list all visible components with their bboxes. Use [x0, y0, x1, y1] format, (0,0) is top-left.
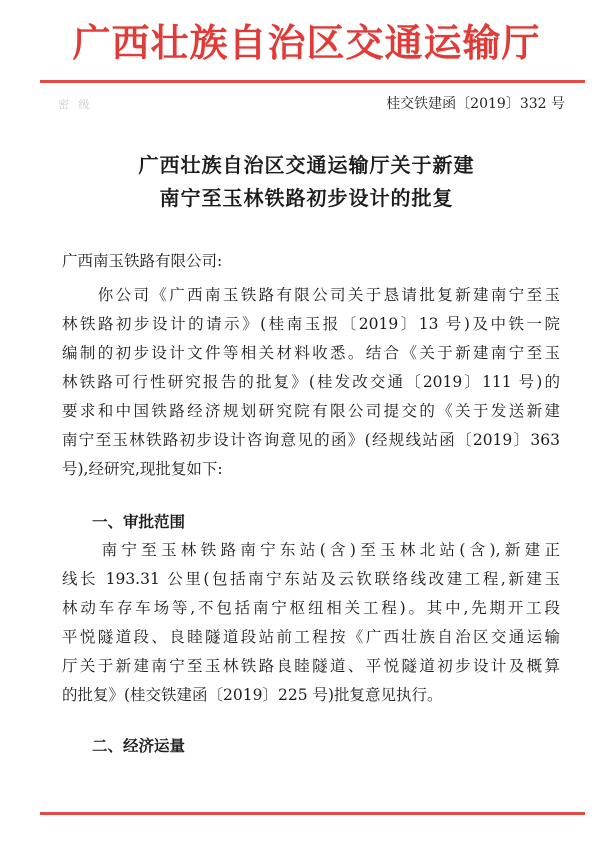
section-1-heading: 一、审批范围 — [92, 513, 186, 531]
paragraph-line: 林铁路可行性研究报告的批复》(桂发改交通〔2019〕111 号)的 — [62, 373, 560, 391]
doc-title-line-1: 广西壮族自治区交通运输厅关于新建 — [138, 153, 475, 177]
addressee: 广西南玉铁路有限公司: — [62, 252, 223, 270]
top-red-rule — [40, 80, 585, 83]
section-2-heading: 二、经济运量 — [92, 737, 186, 755]
classification-stamp: 密 级 — [58, 98, 93, 111]
paragraph-line: 平悦隧道段、良睦隧道段站前工程按《广西壮族自治区交通运输 — [62, 628, 560, 646]
paragraph-line: 厅关于新建南宁至玉林铁路良睦隧道、平悦隧道初步设计及概算 — [62, 657, 560, 675]
paragraph-line: 林铁路初步设计的请示》(桂南玉报〔2019〕13 号)及中铁一院 — [62, 315, 560, 333]
doc-title-line-2: 南宁至玉林铁路初步设计的批复 — [159, 186, 454, 210]
paragraph-line: 林动车存车场等,不包括南宁枢纽相关工程)。其中,先期开工段 — [62, 599, 560, 617]
paragraph-line: 南宁至玉林铁路初步设计咨询意见的函》(经规线站函〔2019〕363 — [62, 431, 560, 449]
section-1-body — [62, 536, 560, 710]
paragraph-line: 线长 193.31 公里(包括南宁东站及云钦联络线改建工程,新建玉 — [62, 570, 560, 588]
paragraph-line: 的批复》(桂交铁建函〔2019〕225 号)批复意见执行。 — [62, 686, 443, 704]
paragraph-line: 要求和中国铁路经济规划研究院有限公司提交的《关于发送新建 — [62, 402, 560, 420]
paragraph-line: 南宁至玉林铁路南宁东站(含)至玉林北站(含),新建正 — [62, 541, 560, 559]
masthead: 广西壮族自治区交通运输厅 — [72, 21, 541, 65]
body-paragraph-1 — [62, 281, 560, 484]
paragraph-line: 编制的初步设计文件等相关材料收悉。结合《关于新建南宁至玉 — [62, 344, 560, 362]
document-number: 桂交铁建函〔2019〕332 号 — [386, 96, 565, 112]
paragraph-line: 号),经研究,现批复如下: — [62, 460, 223, 478]
bottom-red-rule — [40, 812, 585, 815]
paragraph-line: 你公司《广西南玉铁路有限公司关于恳请批复新建南宁至玉 — [62, 286, 560, 304]
